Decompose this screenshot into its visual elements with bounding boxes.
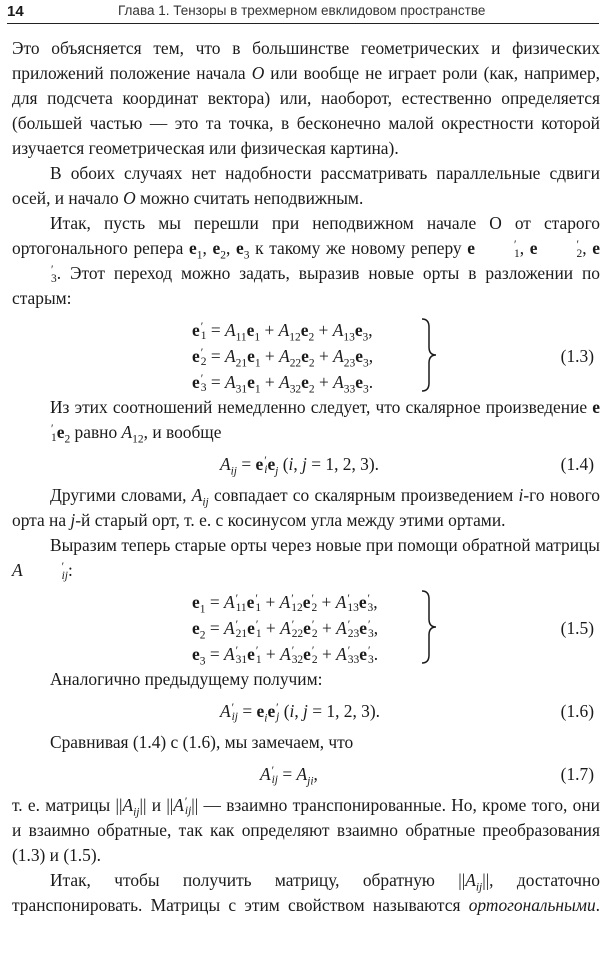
equation-row: e ′ 1 = $A_{11}e_1 + A_{12}e_2 + A_{13}e_3$, bbox=[192, 320, 373, 344]
equation-number: (1.7) bbox=[560, 764, 594, 784]
paragraph-7: Аналогично предыдущему получим: bbox=[50, 669, 323, 689]
paragraph-1: Это объясняется тем, что в большинстве геометрических и физических приложений положение начала O или вообще не играет роли (как, например, для подсчета координат вектора) или, наоборот, естественно определяется (большей частью — это та точка, в бесконечно малой окрестности которой изучается геометрическая или физическая картина). bbox=[12, 38, 600, 158]
equation-row: $e_1 = A$ ′ 11 e ′ 1 + A ′ 12 e ′ 2 + A ′ 13 e ′ 3 , bbox=[192, 592, 378, 616]
right-brace bbox=[420, 589, 440, 665]
equation-body: A ′ ij = $e_ie$ ′ j (i, j = 1, 2, 3). bbox=[220, 701, 381, 725]
paragraph-5: Другими словами, $A_{ij}$ совпадает со скалярным произведением i-го нового орта на j-й старый орт, т. е. с косинусом угла между этими ортами. bbox=[12, 485, 600, 530]
equation-1-3 bbox=[12, 317, 600, 395]
equation-1-7 bbox=[12, 755, 600, 793]
header-rule bbox=[7, 23, 599, 24]
equation-1-4 bbox=[12, 445, 600, 483]
paragraph-2: В обоих случаях нет надобности рассматривать параллельные сдвиги осей, и начало O можно считать неподвижным. bbox=[12, 163, 600, 208]
equation-number: (1.4) bbox=[560, 454, 594, 474]
paragraph-9: т. е. матрицы $||A_{ij}||$ и ||A ′ ij || — взаимно транспонированные. Но, кроме того, они и взаимно обратные, так как определяют взаимно обратные преобразования (1.3) и (1.5). bbox=[12, 795, 600, 865]
right-brace bbox=[420, 317, 440, 393]
equation-number: (1.3) bbox=[560, 346, 594, 366]
page-number: 14 bbox=[7, 3, 24, 20]
equation-body: $A_{ij} = e$ ′ i $e_j$ (i, j = 1, 2, 3). bbox=[220, 454, 380, 478]
paragraph-8: Сравнивая (1.4) с (1.6), мы замечаем, что bbox=[50, 732, 354, 752]
page-body bbox=[12, 36, 600, 943]
page-header bbox=[0, 0, 612, 32]
equation-body: A ′ ij = $A_{ji}$, bbox=[260, 764, 318, 788]
paragraph-3: Итак, пусть мы перешли при неподвижном начале O от старого ортогонального репера $e_1$, $e_2$, $e_3$ к такому же новому реперу e ′ 1 , e ′ 2 , e ′ 3 . Этот переход можно задать, выразив новые орты в разложении по старым: bbox=[12, 213, 600, 308]
paragraph-4: Из этих соотношений немедленно следует, что скалярное произведение e ′ 1 $e_2$ равно $A_{12}$, и вообще bbox=[50, 397, 600, 446]
equation-row: $e_2 = A$ ′ 21 e ′ 1 + A ′ 22 e ′ 2 + A ′ 23 e ′ 3 , bbox=[192, 618, 379, 642]
equation-number: (1.6) bbox=[560, 701, 594, 721]
paragraph-6: Выразим теперь старые орты через новые при помощи обратной матрицы A ′ ij : bbox=[12, 535, 600, 582]
running-head: Глава 1. Тензоры в трехмерном евклидовом пространстве bbox=[118, 3, 486, 18]
equation-row: $e_3 = A$ ′ 31 e ′ 1 + A ′ 32 e ′ 2 + A ′ 33 e ′ 3 . bbox=[192, 644, 379, 668]
paragraph-10: Итак, чтобы получить матрицу, обратную $||A_{ij}||$, достаточно транспонировать. Матрицы с этим свойством называются ортогональными. bbox=[12, 870, 600, 915]
equation-number: (1.5) bbox=[560, 618, 594, 638]
equation-row: e ′ 3 = $A_{31}e_1 + A_{32}e_2 + A_{33}e_3$. bbox=[192, 372, 374, 396]
equation-row: e ′ 2 = $A_{21}e_1 + A_{22}e_2 + A_{23}e_3$, bbox=[192, 346, 374, 370]
equation-1-6 bbox=[12, 692, 600, 730]
equation-1-5 bbox=[12, 589, 600, 667]
